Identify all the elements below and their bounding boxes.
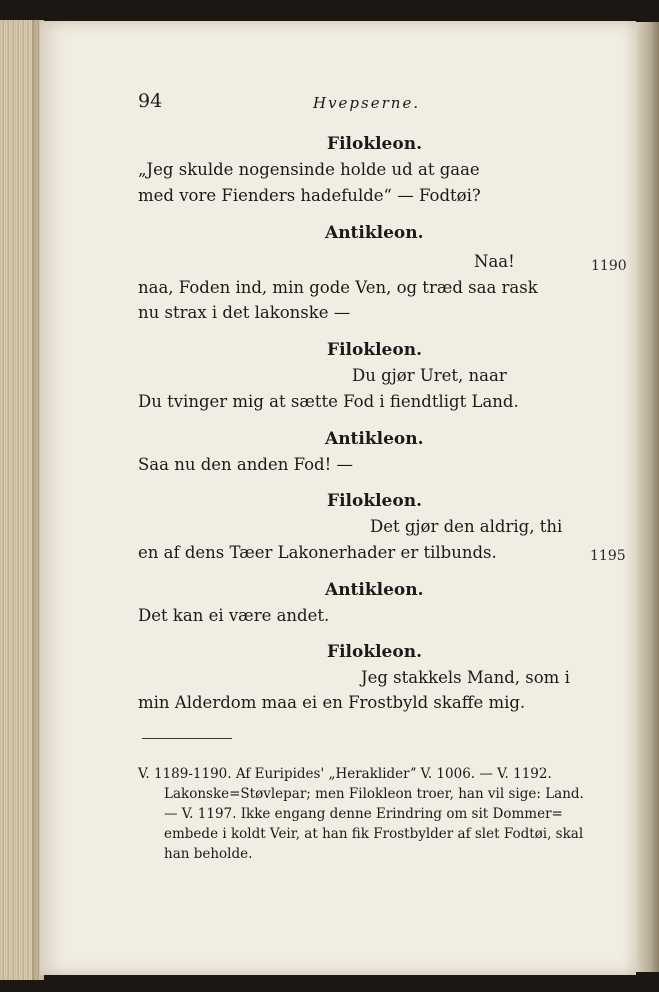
footnote-line: embede i koldt Veir, at han fik Frostbylder af slet Fodtøi, skal xyxy=(164,826,584,842)
page-number: 94 xyxy=(138,90,163,112)
line-number: 1195 xyxy=(590,548,626,564)
verse-line: Det kan ei være andet. xyxy=(138,606,330,625)
verse-line: „Jeg skulde nogensinde holde ud at gaae xyxy=(138,160,480,179)
speaker-label: Filokleon. xyxy=(327,642,422,662)
footnote-line: V. 1189-1190. Af Euripides' „Herakliderˮ V. 1006. — V. 1192. xyxy=(138,766,552,782)
speaker-label: Antikleon. xyxy=(325,223,424,243)
verse-line: Saa nu den anden Fod! — xyxy=(138,455,353,474)
verse-line: naa, Foden ind, min gode Ven, og træd saa rask xyxy=(138,278,538,297)
running-title: Hvepserne. xyxy=(313,94,421,112)
footnote-line: — V. 1197. Ikke engang denne Erindring om sit Dommer= xyxy=(164,806,563,822)
speaker-label: Filokleon. xyxy=(327,491,422,511)
footnote-divider xyxy=(142,738,232,739)
footnote-line: Lakonske=Støvlepar; men Filokleon troer, han vil sige: Land. xyxy=(164,786,584,802)
line-number: 1190 xyxy=(591,258,627,274)
speaker-label: Filokleon. xyxy=(327,134,422,154)
verse-line: Jeg stakkels Mand, som i xyxy=(361,668,570,687)
page-right-edge xyxy=(636,22,659,972)
speaker-label: Antikleon. xyxy=(325,580,424,600)
verse-line: Det gjør den aldrig, thi xyxy=(370,517,563,536)
verse-line: Du tvinger mig at sætte Fod i fiendtligt Land. xyxy=(138,392,519,411)
verse-line: med vore Fienders hadefulde“ — Fodtøi? xyxy=(138,186,481,205)
speaker-label: Filokleon. xyxy=(327,340,422,360)
verse-line: min Alderdom maa ei en Frostbyld skaffe mig. xyxy=(138,693,526,712)
verse-line: nu strax i det lakonske — xyxy=(138,303,351,322)
verse-line: Du gjør Uret, naar xyxy=(352,366,507,385)
verse-line: en af dens Tæer Lakonerhader er tilbunds. xyxy=(138,543,497,562)
verse-line: Naa! xyxy=(474,252,515,271)
speaker-label: Antikleon. xyxy=(325,429,424,449)
footnote-line: han beholde. xyxy=(164,846,253,862)
